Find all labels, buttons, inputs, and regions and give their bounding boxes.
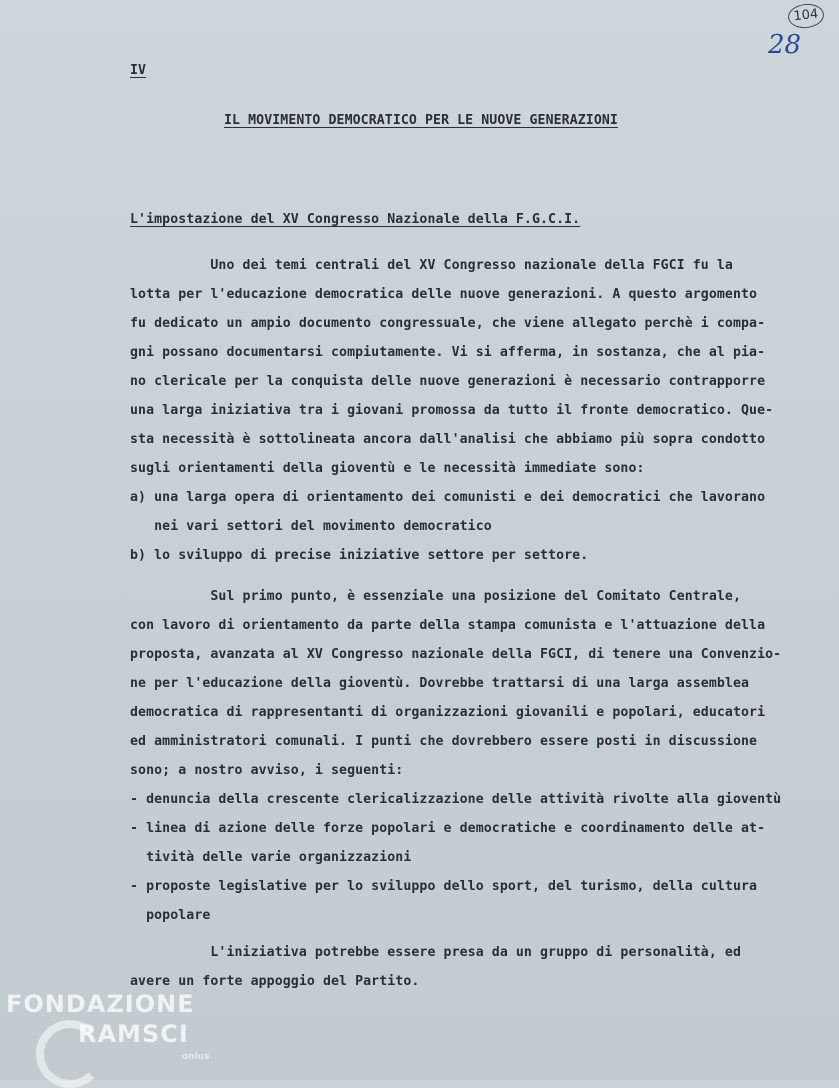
chapter-number: IV — [130, 63, 147, 78]
body-line: - linea di azione delle forze popolari e democratiche e coordinamento delle at- — [130, 821, 766, 836]
body-line: democratica di rappresentanti di organizzazioni giovanili e popolari, educatori — [130, 705, 766, 720]
g-logo-icon — [36, 1020, 104, 1088]
circled-archive-number: 104 — [787, 2, 825, 30]
body-line: a) una larga opera di orientamento dei comunisti e dei democratici che lavorano — [130, 490, 766, 505]
body-line: ed amministratori comunali. I punti che dovrebbero essere posti in discussione — [130, 734, 758, 749]
body-line: Uno dei temi centrali del XV Congresso nazionale della FGCI fu la — [130, 258, 733, 273]
body-line: sugli orientamenti della gioventù e le necessità immediate sono: — [130, 461, 645, 476]
body-line: una larga iniziativa tra i giovani promossa da tutto il fronte democratico. Que- — [130, 403, 774, 418]
body-line: popolare — [130, 908, 211, 923]
body-line: no clericale per la conquista delle nuove generazioni è necessario contrapporre — [130, 374, 766, 389]
body-line: - denuncia della crescente clericalizzazione delle attività rivolte alla gioventù — [130, 792, 782, 807]
chapter-title: IL MOVIMENTO DEMOCRATICO PER LE NUOVE GENERAZIONI — [224, 113, 618, 128]
fondazione-gramsci-watermark — [6, 990, 210, 1062]
body-line: b) lo sviluppo di precise iniziative settore per settore. — [130, 548, 589, 563]
body-line: sono; a nostro avviso, i seguenti: — [130, 763, 404, 778]
body-line: avere un forte appoggio del Partito. — [130, 974, 420, 989]
body-line: ne per l'educazione della gioventù. Dovrebbe trattarsi di una larga assemblea — [130, 676, 750, 691]
section-subtitle: L'impostazione del XV Congresso Nazionale della F.G.C.I. — [130, 212, 581, 227]
body-line: L'iniziativa potrebbe essere presa da un gruppo di personalità, ed — [130, 945, 742, 960]
body-line: nei vari settori del movimento democratico — [130, 519, 492, 534]
watermark-line1: FONDAZIONE — [6, 990, 195, 1018]
body-line: lotta per l'educazione democratica delle nuove generazioni. A questo argomento — [130, 287, 758, 302]
watermark-line3: onlus — [182, 1052, 210, 1062]
body-line: Sul primo punto, è essenziale una posizione del Comitato Centrale, — [130, 589, 742, 604]
handwritten-page-number: 28 — [768, 30, 802, 60]
body-line: gni possano documentarsi compiutamente. Vi si afferma, in sostanza, che al pia- — [130, 345, 766, 360]
body-line: - proposte legislative per lo sviluppo dello sport, del turismo, della cultura — [130, 879, 758, 894]
body-line: con lavoro di orientamento da parte della stampa comunista e l'attuazione della — [130, 618, 766, 633]
body-line: tività delle varie organizzazioni — [130, 850, 412, 865]
watermark-line2: RAMSCI — [78, 1020, 189, 1048]
body-line: proposta, avanzata al XV Congresso nazionale della FGCI, di tenere una Convenzio- — [130, 647, 782, 662]
body-line: sta necessità è sottolineata ancora dall'analisi che abbiamo più sopra condotto — [130, 432, 766, 447]
body-line: fu dedicato un ampio documento congressuale, che viene allegato perchè i compa- — [130, 316, 766, 331]
